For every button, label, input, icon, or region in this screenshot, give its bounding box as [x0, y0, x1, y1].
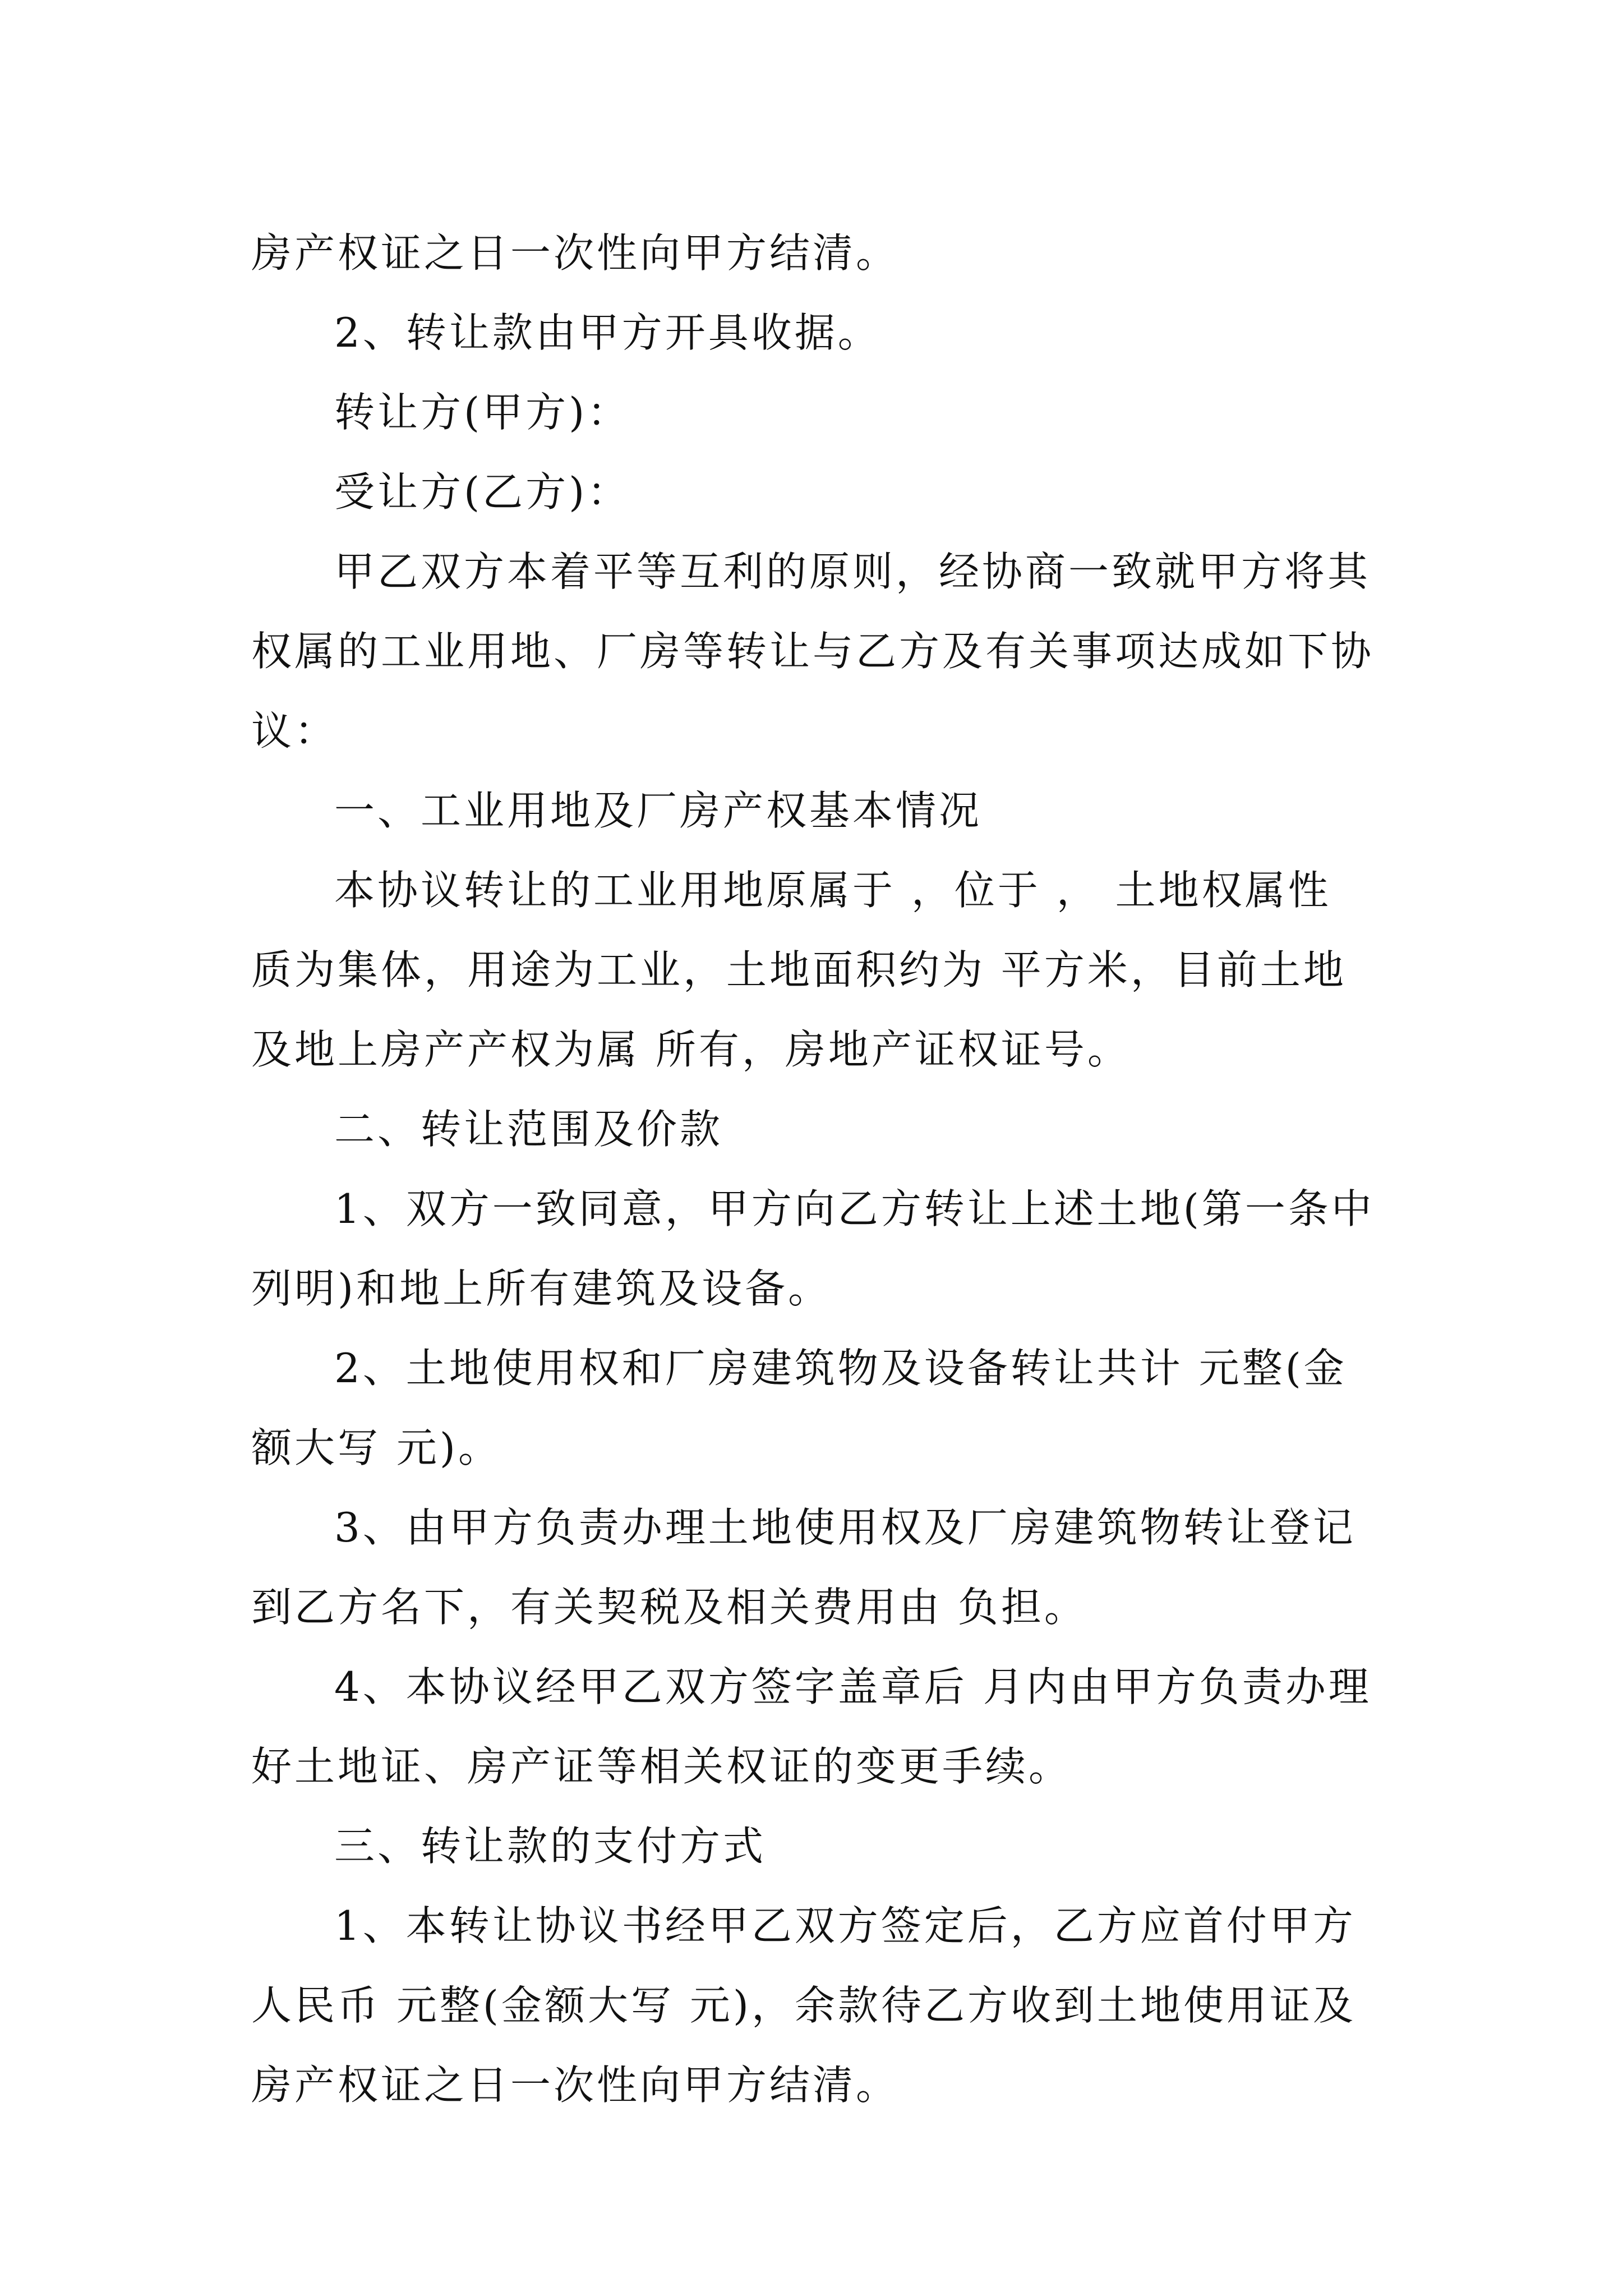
text-line: 好土地证、房产证等相关权证的变更手续。	[251, 1743, 1072, 1790]
text-line: 额大写 元)。	[251, 1424, 501, 1471]
text-line: 及地上房产产权为属 所有，房地产证权证号。	[251, 1026, 1131, 1073]
section-heading: 二、转让范围及价款	[334, 1106, 723, 1153]
text-line: 本协议转让的工业用地原属于 ，位于 ， 土地权属性	[334, 867, 1331, 914]
text-line: 人民币 元整(金额大写 元)，余款待乙方收到土地使用证及	[251, 1982, 1356, 2029]
text-line: 质为集体，用途为工业，土地面积约为 平方米，目前土地	[251, 946, 1347, 993]
text-line: 2、转让款由甲方开具收据。	[334, 309, 881, 356]
text-line: 1、双方一致同意，甲方向乙方转让上述土地(第一条中	[334, 1185, 1375, 1232]
text-line: 议：	[251, 707, 338, 754]
text-line: 转让方(甲方)：	[334, 389, 631, 436]
text-line: 4、本协议经甲乙双方签字盖章后 月内由甲方负责办理	[334, 1663, 1372, 1710]
text-line: 2、土地使用权和厂房建筑物及设备转让共计 元整(金	[334, 1345, 1347, 1392]
text-line: 1、本转让协议书经甲乙双方签定后，乙方应首付甲方	[334, 1902, 1356, 1949]
text-line: 房产权证之日一次性向甲方结清。	[251, 2062, 900, 2109]
text-line: 3、由甲方负责办理土地使用权及厂房建筑物转让登记	[334, 1504, 1356, 1551]
text-line: 甲乙双方本着平等互利的原则，经协商一致就甲方将其	[334, 548, 1371, 595]
section-heading: 三、转让款的支付方式	[334, 1823, 767, 1870]
document-body	[251, 213, 1378, 2125]
section-heading: 一、工业用地及厂房产权基本情况	[334, 787, 983, 834]
text-line: 受让方(乙方)：	[334, 468, 631, 516]
text-line: 房产权证之日一次性向甲方结清。	[251, 229, 900, 277]
text-line: 列明)和地上所有建筑及设备。	[251, 1265, 832, 1312]
text-line: 到乙方名下，有关契税及相关费用由 负担。	[251, 1584, 1087, 1631]
text-line: 权属的工业用地、厂房等转让与乙方及有关事项达成如下协	[251, 628, 1375, 675]
